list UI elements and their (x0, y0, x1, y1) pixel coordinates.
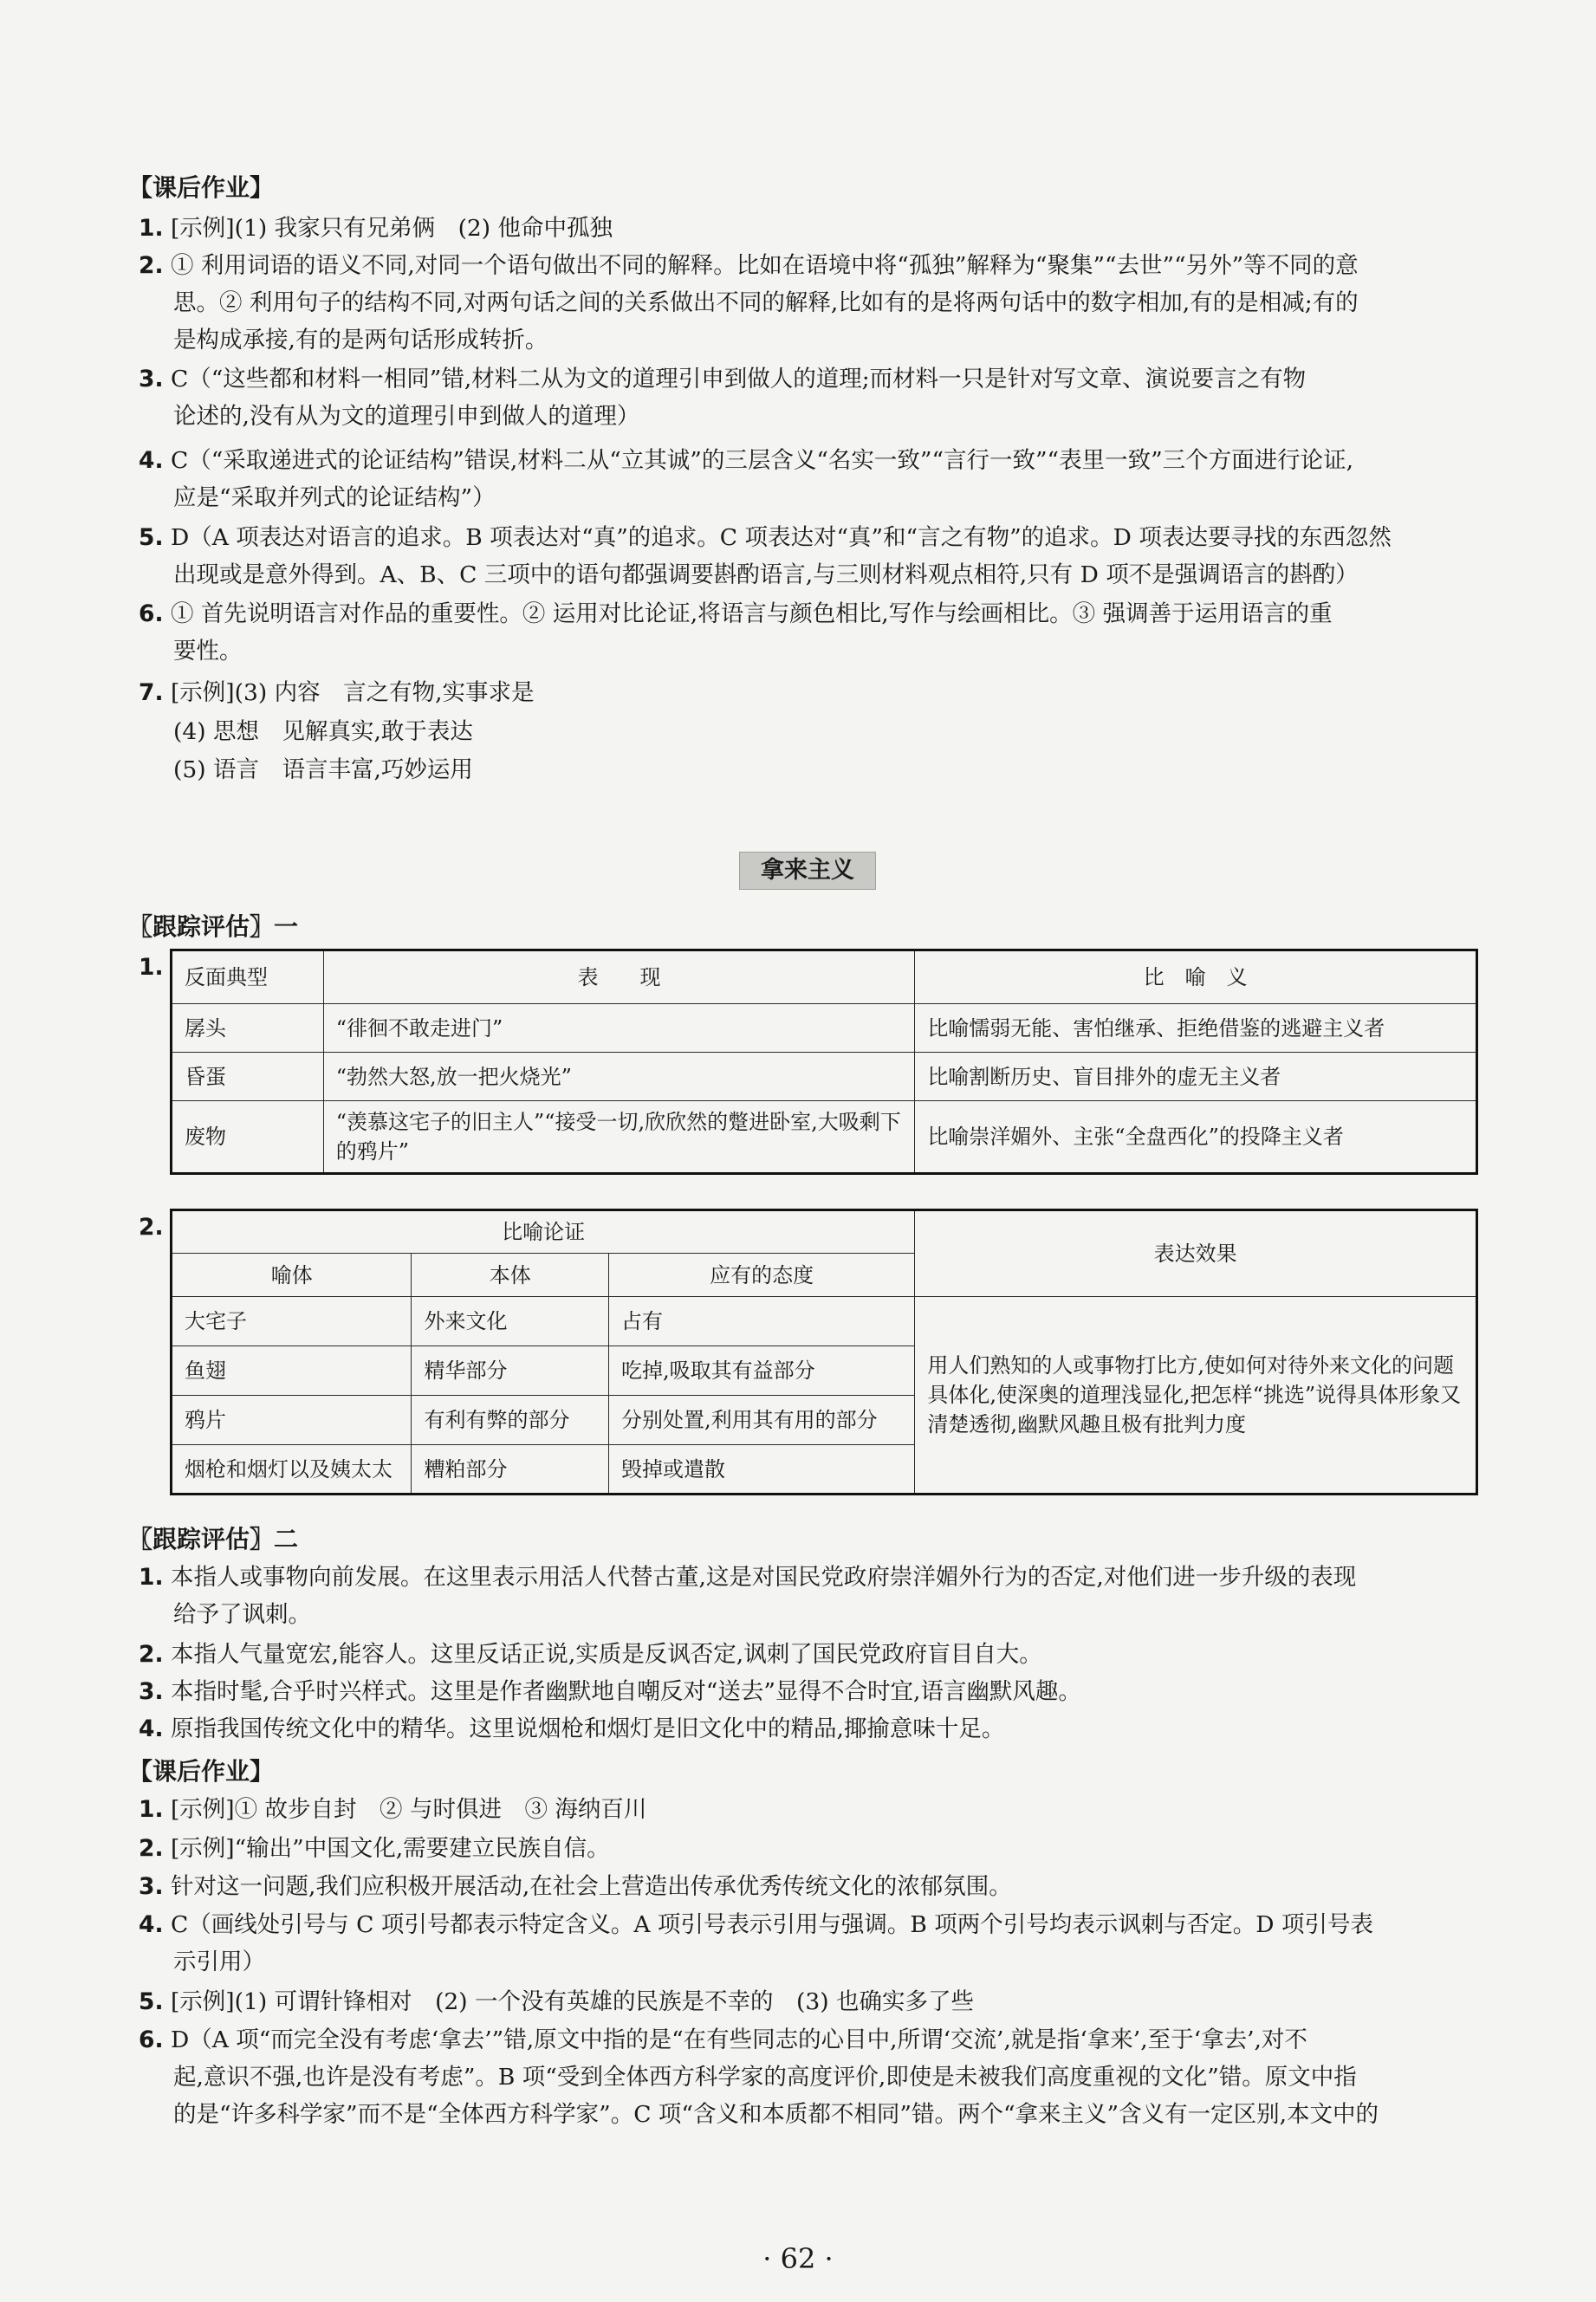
answer-7-line-2: (4) 思想 见解真实,敢于表达 (173, 718, 473, 745)
answer-6-line-1 (139, 596, 1333, 632)
answer-number: 7. (139, 679, 164, 706)
table-row (172, 1101, 1477, 1174)
answer-text: C（“这些都和材料一相同”错,材料二从为文的道理引申到做人的道理;而材料一只是针对写文章、演说要言之有物 (170, 366, 1307, 392)
table-cell: 毁掉或遣散 (609, 1445, 915, 1495)
answer-number: 1. (139, 215, 164, 242)
negative-examples-table (170, 949, 1478, 1175)
metaphor-argument-table (170, 1209, 1478, 1495)
table-cell: 有利有弊的部分 (412, 1396, 609, 1445)
table-cell: 分别处置,利用其有用的部分 (609, 1396, 915, 1445)
table-cell: 吃掉,吸取其有益部分 (609, 1346, 915, 1396)
answer-2-line-2: 思。② 利用句子的结构不同,对两句话之间的关系做出不同的解释,比如有的是将两句话中的数字相加,有的是相减;有的 (173, 289, 1359, 316)
table-cell: 比喻懦弱无能、害怕继承、拒绝借鉴的逃避主义者 (915, 1004, 1477, 1053)
table-cell: 比喻割断历史、盲目排外的虚无主义者 (915, 1053, 1477, 1101)
answer-text: [示例](1) 我家只有兄弟俩 (2) 他命中孤独 (170, 215, 613, 242)
table-cell: 占有 (609, 1297, 915, 1346)
table-cell: 烟枪和烟灯以及姨太太 (172, 1445, 412, 1495)
assessment-2-answer-4 (139, 1711, 1004, 1748)
section-header-assessment-1: 〖跟踪评估〗一 (128, 912, 299, 941)
section-header-homework-2: 【课后作业】 (128, 1757, 275, 1786)
answer-number: 3. (139, 1678, 164, 1705)
answer-number: 6. (139, 2026, 164, 2053)
table-cell: 精华部分 (412, 1346, 609, 1396)
answer-5-line-2: 出现或是意外得到。A、B、C 三项中的语句都强调要斟酌语言,与三则材料观点相符,只有 D 项不是强调语言的斟酌） (173, 561, 1359, 588)
answer-6-line-2: 要性。 (173, 638, 243, 665)
table-header-cell: 应有的态度 (609, 1254, 915, 1297)
answer-3-line-2: 论述的,没有从为文的道理引申到做人的道理） (173, 403, 640, 430)
table-cell-effect: 用人们熟知的人或事物打比方,使如何对待外来文化的问题具体化,使深奥的道理浅显化,把怎样“挑选”说得具体形象又清楚透彻,幽默风趣且极有批判力度 (915, 1297, 1477, 1495)
answer-number: 4. (139, 447, 164, 474)
homework-2-answer-6-line-2: 起,意识不强,也许是没有考虑”。B 项“受到全体西方科学家的高度评价,即使是未被我们高度重视的文化”错。原文中指 (173, 2064, 1357, 2091)
table-cell: 鸦片 (172, 1396, 412, 1445)
table-cell: 废物 (172, 1101, 324, 1174)
answer-number: 2. (139, 252, 164, 279)
answer-number: 3. (139, 366, 164, 392)
answer-text: C（画线处引号与 C 项引号都表示特定含义。A 项引号表示引用与强调。B 项两个引号均表示讽刺与否定。D 项引号表 (170, 1911, 1373, 1938)
answer-7-line-3: (5) 语言 语言丰富,巧妙运用 (173, 756, 473, 783)
answer-4-line-1 (139, 443, 1353, 479)
answer-number: 5. (139, 1988, 164, 2015)
answer-number: 3. (139, 1873, 164, 1900)
assessment-2-answer-3 (139, 1674, 1081, 1710)
table-row (172, 1004, 1477, 1053)
homework-2-answer-4-line-2: 示引用） (173, 1949, 265, 1975)
assessment-2-answer-1-line-2: 给予了讽刺。 (173, 1601, 311, 1628)
answer-number: 1. (139, 1796, 164, 1823)
answer-number: 6. (139, 600, 164, 627)
answer-5-line-1 (139, 520, 1392, 556)
answer-2-line-3: 是构成承接,有的是两句话形成转折。 (173, 327, 548, 353)
answer-text: C（“采取递进式的论证结构”错误,材料二从“立其诚”的三层含义“名实一致”“言行一致”“表里一致”三个方面进行论证, (170, 447, 1354, 474)
section-header-assessment-2: 〖跟踪评估〗二 (128, 1525, 299, 1553)
answer-text: [示例](1) 可谓针锋相对 (2) 一个没有英雄的民族是不幸的 (3) 也确实多了些 (170, 1988, 975, 2015)
table-cell: 大宅子 (172, 1297, 412, 1346)
table-cell: 鱼翅 (172, 1346, 412, 1396)
answer-text: [示例]“输出”中国文化,需要建立民族自信。 (170, 1835, 610, 1862)
answer-text: D（A 项“而完全没有考虑‘拿去’”错,原文中指的是“在有些同志的心目中,所谓‘交流’,就是指‘拿来’,至于‘拿去’,对不 (170, 2026, 1307, 2053)
table-row (172, 1053, 1477, 1101)
assessment-2-answer-2 (139, 1637, 1042, 1673)
answer-text: 针对这一问题,我们应积极开展活动,在社会上营造出传承优秀传统文化的浓郁氛围。 (170, 1873, 1012, 1900)
answer-text: 本指时髦,合乎时兴样式。这里是作者幽默地自嘲反对“送去”显得不合时宜,语言幽默风趣。 (170, 1678, 1081, 1705)
answer-text: [示例]① 故步自封 ② 与时俱进 ③ 海纳百川 (170, 1796, 647, 1823)
table-cell: “徘徊不敢走进门” (323, 1004, 915, 1053)
answer-number: 2. (139, 1835, 164, 1862)
table-cell: 孱头 (172, 1004, 324, 1053)
answer-text: ① 首先说明语言对作品的重要性。② 运用对比论证,将语言与颜色相比,写作与绘画相比。③ 强调善于运用语言的重 (170, 600, 1333, 627)
table-header-cell: 表 现 (323, 950, 915, 1004)
assessment-1-q2-number: 2. (139, 1214, 164, 1241)
table-header-cell: 喻体 (172, 1254, 412, 1297)
table-header-row (172, 1210, 1477, 1254)
homework-2-answer-6-line-3: 的是“许多科学家”而不是“全体西方科学家”。C 项“含义和本质都不相同”错。两个“拿来主义”含义有一定区别,本文中的 (173, 2101, 1379, 2128)
answer-number: 1. (139, 1564, 164, 1591)
table-header-row (172, 950, 1477, 1004)
table-cell: 外来文化 (412, 1297, 609, 1346)
answer-number: 5. (139, 524, 164, 551)
answer-number: 2. (139, 1641, 164, 1668)
page-number: · 62 · (762, 2242, 834, 2275)
answer-1-line (139, 211, 613, 247)
homework-2-answer-1 (139, 1792, 646, 1828)
assessment-2-answer-1-line-1 (139, 1560, 1356, 1596)
table-header-cell: 反面典型 (172, 950, 324, 1004)
homework-2-answer-4-line-1 (139, 1907, 1373, 1943)
table-cell: 糟粕部分 (412, 1445, 609, 1495)
answer-text: 本指人或事物向前发展。在这里表示用活人代替古董,这是对国民党政府崇洋媚外行为的否定,对他们进一步升级的表现 (170, 1564, 1357, 1591)
answer-text: ① 利用词语的语义不同,对同一个语句做出不同的解释。比如在语境中将“孤独”解释为“聚集”“去世”“另外”等不同的意 (170, 252, 1359, 279)
table-group-header: 比喻论证 (172, 1210, 915, 1254)
answer-7-line-1 (139, 675, 535, 711)
answer-text: [示例](3) 内容 言之有物,实事求是 (170, 679, 535, 706)
table-header-cell: 比 喻 义 (915, 950, 1477, 1004)
answer-text: D（A 项表达对语言的追求。B 项表达对“真”的追求。C 项表达对“真”和“言之有物”的追求。D 项表达要寻找的东西忽然 (170, 524, 1392, 551)
answer-3-line-1 (139, 361, 1306, 398)
table-row (172, 1297, 1477, 1346)
assessment-1-q1-number: 1. (139, 954, 164, 981)
homework-2-answer-3 (139, 1869, 1012, 1905)
section-header-homework-1: 【课后作业】 (128, 173, 275, 202)
table-header-cell: 表达效果 (915, 1210, 1477, 1297)
homework-2-answer-2 (139, 1831, 610, 1867)
table-cell: “羡慕这宅子的旧主人”“接受一切,欣欣然的蹩进卧室,大吸剩下的鸦片” (323, 1101, 915, 1174)
answer-text: 本指人气量宽宏,能容人。这里反话正说,实质是反讽否定,讽刺了国民党政府盲目自大。 (170, 1641, 1042, 1668)
table-header-cell: 本体 (412, 1254, 609, 1297)
table-cell: 比喻崇洋媚外、主张“全盘西化”的投降主义者 (915, 1101, 1477, 1174)
answer-4-line-2: 应是“采取并列式的论证结构”） (173, 484, 496, 511)
section-title-nalai-zhuyi: 拿来主义 (739, 852, 876, 890)
answer-number: 4. (139, 1911, 164, 1938)
answer-2-line-1 (139, 248, 1359, 284)
answer-number: 4. (139, 1715, 164, 1742)
table-cell: “勃然大怒,放一把火烧光” (323, 1053, 915, 1101)
table-cell: 昏蛋 (172, 1053, 324, 1101)
homework-2-answer-6-line-1 (139, 2022, 1307, 2059)
answer-text: 原指我国传统文化中的精华。这里说烟枪和烟灯是旧文化中的精品,揶揄意味十足。 (170, 1715, 1005, 1742)
homework-2-answer-5 (139, 1984, 974, 2020)
